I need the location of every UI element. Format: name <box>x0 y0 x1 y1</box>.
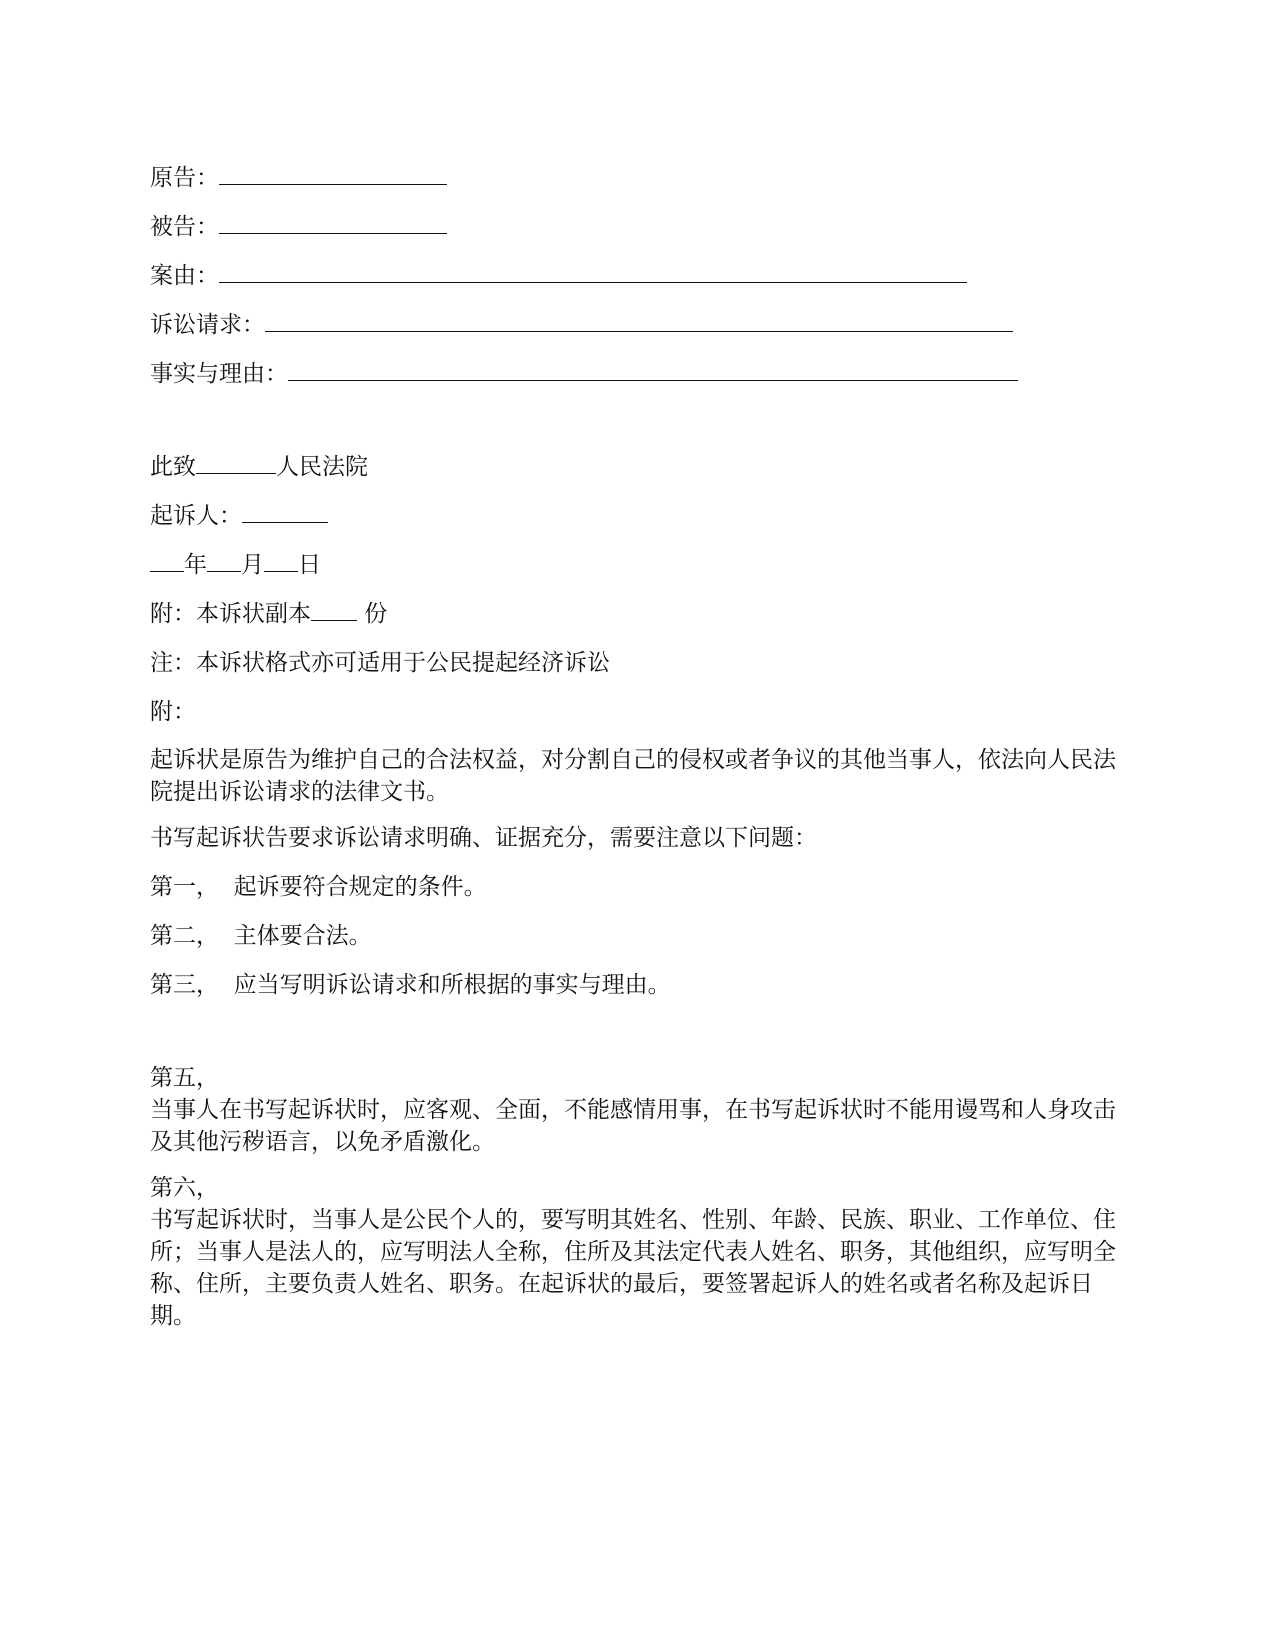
point-2 <box>150 920 372 952</box>
point-5-text: 当事人在书写起诉状时，应客观、全面，不能感情用事，在书写起诉状时不能用谩骂和人身攻击及其他污秽语言，以免矛盾激化。 <box>150 1097 1116 1155</box>
facts-line <box>150 358 1018 390</box>
point-3-label: 第三， <box>150 972 219 998</box>
cause-blank[interactable] <box>219 260 967 283</box>
point-1 <box>150 871 487 903</box>
claim-blank[interactable] <box>265 309 1013 332</box>
point-1-label: 第一， <box>150 874 219 900</box>
litigant-line <box>150 500 328 532</box>
defendant-blank[interactable] <box>219 211 447 234</box>
court-name-blank[interactable] <box>196 451 276 474</box>
addressee-line <box>150 451 368 483</box>
year-label: 年 <box>184 552 207 578</box>
addressee-suffix: 人民法院 <box>276 454 368 480</box>
copies-suffix: 份 <box>357 601 388 627</box>
facts-label: 事实与理由： <box>150 361 288 387</box>
point-6-text: 书写起诉状时，当事人是公民个人的，要写明其姓名、性别、年龄、民族、职业、工作单位、住所；当事人是法人的，应写明法人全称，住所及其法定代表人姓名、职务，其他组织，应写明全称、住所，主要负责人姓名、职务。在起诉状的最后，要签署起诉人的姓名或者名称及起诉日期。 <box>150 1207 1116 1329</box>
defendant-label: 被告： <box>150 214 219 240</box>
point-2-label: 第二， <box>150 923 219 949</box>
cause-line <box>150 260 967 292</box>
month-blank[interactable] <box>207 549 241 572</box>
plaintiff-blank[interactable] <box>219 162 447 185</box>
claim-line <box>150 309 1013 341</box>
appendix-label: 附： <box>150 699 196 725</box>
litigant-blank[interactable] <box>242 500 328 523</box>
point-5-label: 第五， <box>150 1065 219 1091</box>
point-3-text: 应当写明诉讼请求和所根据的事实与理由。 <box>233 972 671 998</box>
copies-prefix: 附：本诉状副本 <box>150 601 311 627</box>
date-line <box>150 549 321 581</box>
point-3 <box>150 969 671 1001</box>
definition-paragraph: 起诉状是原告为维护自己的合法权益，对分割自己的侵权或者争议的其他当事人，依法向人民法院提出诉讼请求的法律文书。 <box>150 747 1116 805</box>
month-label: 月 <box>241 552 264 578</box>
copies-line <box>150 598 387 630</box>
day-blank[interactable] <box>264 549 298 572</box>
point-1-text: 起诉要符合规定的条件。 <box>233 874 487 900</box>
plaintiff-line <box>150 162 447 194</box>
cause-label: 案由： <box>150 263 219 289</box>
requirements-intro: 书写起诉状告要求诉讼请求明确、证据充分，需要注意以下问题： <box>150 825 817 851</box>
facts-blank[interactable] <box>288 358 1018 381</box>
day-label: 日 <box>298 552 321 578</box>
point-6-label: 第六， <box>150 1175 219 1201</box>
year-blank[interactable] <box>150 549 184 572</box>
point-2-text: 主体要合法。 <box>233 923 372 949</box>
defendant-line <box>150 211 447 243</box>
copies-blank[interactable] <box>311 598 357 621</box>
note-line: 注：本诉状格式亦可适用于公民提起经济诉讼 <box>150 650 610 676</box>
litigant-label: 起诉人： <box>150 503 242 529</box>
plaintiff-label: 原告： <box>150 165 219 191</box>
addressee-prefix: 此致 <box>150 454 196 480</box>
claim-label: 诉讼请求： <box>150 312 265 338</box>
